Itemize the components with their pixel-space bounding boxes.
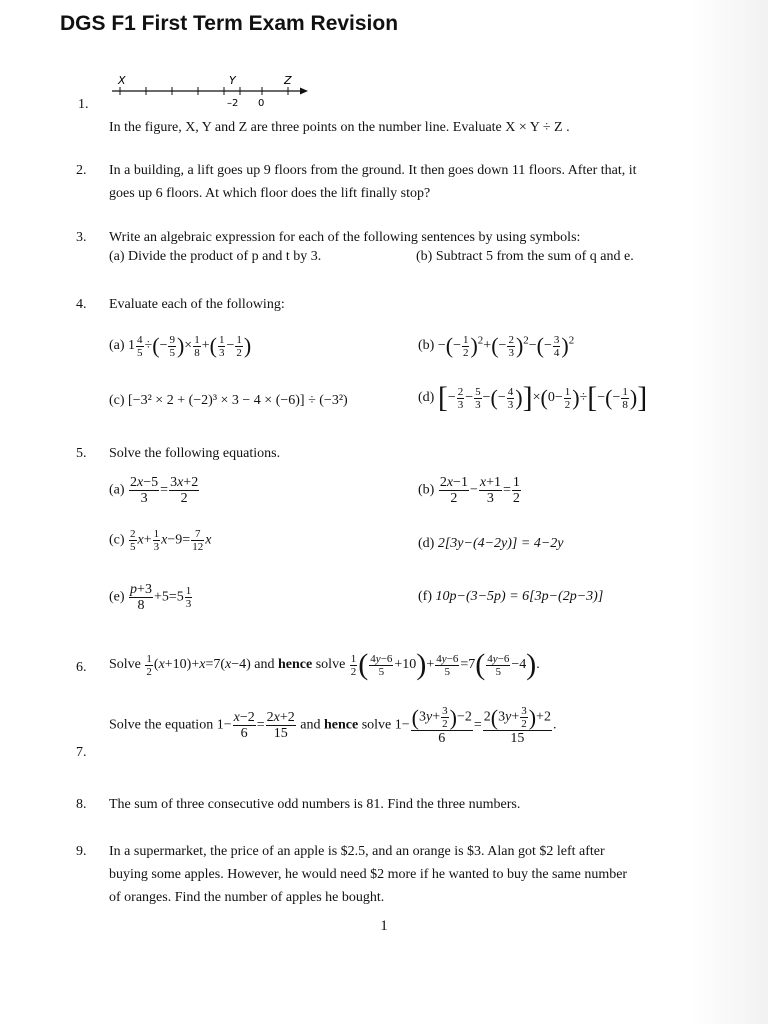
solve-word-2: solve <box>315 657 346 673</box>
and-word: and <box>254 657 275 673</box>
hence-word: hence <box>278 657 313 673</box>
and-word: and <box>300 717 321 733</box>
part-label: (e) <box>109 589 125 605</box>
part-label: (c) <box>109 532 125 548</box>
question-number: 8. <box>76 797 87 812</box>
part-label: (a) <box>109 338 125 354</box>
question-4-part-d: (d) [− $\frac{2}{3}$ − $\frac{5}{3}$ −(− $\frac{4}{3}$ )]×(0− $\frac{1}{2}$ )÷[−(− $\frac{1}{8}$ )] <box>418 381 648 414</box>
question-number: 2. <box>76 163 87 178</box>
point-y-label: Y <box>229 74 236 87</box>
point-z-label: Z <box>284 74 292 87</box>
question-5-part-c: (c) $\frac{2}{5}$ x+ $\frac{1}{3}$ x−9= $\frac{7}{12}$ x <box>109 528 212 553</box>
question-5-part-f <box>418 589 603 605</box>
question-text: Evaluate each of the following: <box>109 297 285 312</box>
question-number: 3. <box>76 230 87 245</box>
number-line-arrow <box>300 88 308 95</box>
expression: 10p−(3−5p) = 6[3p−(2p−3)] <box>435 589 604 604</box>
expression: [−3² × 2 + (−2)³ × 3 − 4 × (−6)] ÷ (−3²) <box>128 393 348 408</box>
question-7-text: Solve the equation 1− $\frac{x-2}{6}$ = $\frac{2x+2}{15}$ and hence solve 1− (3y+ $\frac{3}{2}$ )−2 6 = 2(3y+ $\frac{3}{2}$ )+2 15 . <box>109 705 557 746</box>
part-label: (a) <box>109 482 125 498</box>
part-label: (b) <box>418 338 435 354</box>
solve-word: Solve <box>109 657 141 673</box>
question-6-text: Solve $\frac{1}{2}$ (x+10)+x=7(x−4) and hence solve $\frac{1}{2}$ ( $\frac{4y-6}{5}$ +10)+ $\frac{4y-6}{5}$ =7( $\frac{4y-6}{5}$ −4). <box>109 648 540 681</box>
question-text-line-1: In a supermarket, the price of an apple is $2.5, and an orange is $3. Alan got $2 left after <box>109 844 605 859</box>
question-5-part-d <box>418 536 563 552</box>
question-5-part-a: (a) $\frac{2x-5}{3}$ = $\frac{3x+2}{2}$ <box>109 475 199 506</box>
question-3-part-b: (b) Subtract 5 from the sum of q and e. <box>416 249 634 264</box>
question-text: Write an algebraic expression for each of the following sentences by using symbols: <box>109 230 581 245</box>
question-number: 6. <box>76 660 87 675</box>
question-text-line-3: of oranges. Find the number of apples he bought. <box>109 890 385 905</box>
point-x-label: X <box>118 74 126 87</box>
page-title: DGS F1 First Term Exam Revision <box>60 12 399 35</box>
question-4-part-b: (b) −(− $\frac{1}{2}$ )$^2$+(− $\frac{2}{3}$ )$^2$−(− $\frac{3}{4}$ )$^2$ <box>418 333 575 359</box>
question-number: 7. <box>76 745 87 760</box>
part-label: (d) <box>418 390 435 406</box>
question-number: 9. <box>76 844 87 859</box>
part-label: (b) <box>418 482 435 498</box>
tick-label-0: 0 <box>258 98 265 109</box>
question-text-line-2: buying some apples. However, he would need $2 more if he wanted to buy the same number <box>109 867 628 882</box>
question-text-line-1: In a building, a lift goes up 9 floors from the ground. It then goes down 11 floors. After that, it <box>109 163 637 178</box>
part-label: (c) <box>109 393 125 408</box>
tick-label-minus2: –2 <box>227 98 239 109</box>
question-3-part-a: (a) Divide the product of p and t by 3. <box>109 249 322 264</box>
question-number: 1. <box>78 97 89 112</box>
paper-edge-shadow <box>690 0 768 1024</box>
question-text: The sum of three consecutive odd numbers is 81. Find the three numbers. <box>109 797 521 812</box>
solve-words: Solve the equation <box>109 717 214 733</box>
hence-word: hence <box>323 717 359 733</box>
expression: 2[3y−(4−2y)] = 4−2y <box>437 536 564 551</box>
question-5-part-e: (e) $\frac{p+3}{8}$ +5=5 $\frac{1}{3}$ <box>109 582 192 613</box>
page-number: 1 <box>380 918 388 934</box>
solve-word-2: solve <box>361 717 392 733</box>
part-label: (d) <box>418 536 435 551</box>
question-text: In the figure, X, Y and Z are three points on the number line. Evaluate X × Y ÷ Z . <box>109 120 570 135</box>
question-5-part-b: (b) $\frac{2x-1}{2}$ − $\frac{x+1}{3}$ = $\frac{1}{2}$ <box>418 475 520 506</box>
number-line-figure <box>108 72 318 112</box>
question-number: 5. <box>76 446 87 461</box>
question-4-part-c <box>109 393 348 409</box>
question-4-part-a: (a) 1 $\frac{4}{5}$ ÷(− $\frac{9}{5}$ )× $\frac{1}{8}$ +( $\frac{1}{3}$ − $\frac{1}{2}$ ) <box>109 333 252 359</box>
question-text-line-2: goes up 6 floors. At which floor does the lift finally stop? <box>109 186 431 201</box>
question-text: Solve the following equations. <box>109 446 281 461</box>
question-number: 4. <box>76 297 87 312</box>
part-label: (f) <box>418 589 432 604</box>
